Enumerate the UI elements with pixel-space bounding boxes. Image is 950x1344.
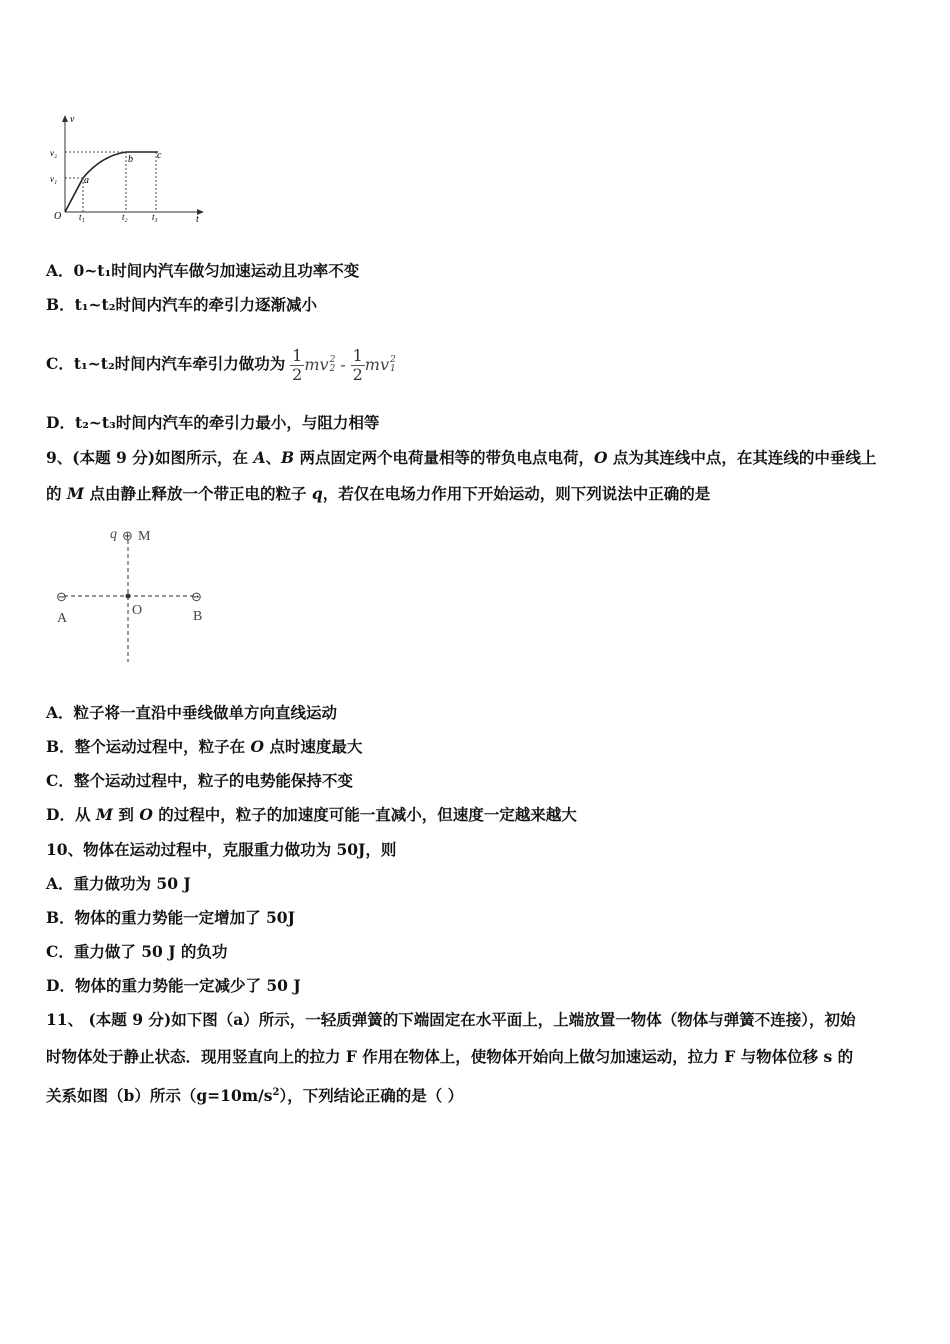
half-fraction: $\frac{1}{2}$ (352, 345, 363, 384)
q-label: q (110, 527, 117, 542)
q11-stem-line3: 关系如图（b）所示$(g=10m/s^2)$，下列结论正确的是（ ） (46, 1086, 464, 1106)
option-text: t₁~t₂时间内汽车的牵引力逐渐减小 (74, 295, 317, 314)
q9-stem-line2: 的 M 点由静止释放一个带正电的粒子 q，若仅在电场力作用下开始运动，则下列说法中正确的是 (46, 484, 711, 503)
option-label: B． (46, 295, 75, 314)
y-axis-label: v (70, 114, 75, 125)
y-axis-arrow (62, 115, 68, 122)
option-label: C． (46, 354, 74, 373)
v2-label: v₂ (50, 148, 58, 158)
b-label: B (193, 609, 203, 624)
q10-option-b[interactable]: B．物体的重力势能一定增加了 50J (46, 908, 295, 927)
q9-option-c[interactable]: C．整个运动过程中，粒子的电势能保持不变 (46, 771, 353, 790)
x-axis-label: t (196, 214, 199, 224)
m-label: M (138, 529, 151, 544)
q9-stem-line1: 9、(本题 9 分)如图所示，在 A、B 两点固定两个电荷量相等的带负电点电荷，O 点为其连线中点，在其连线的中垂线上 (46, 448, 877, 467)
positive-charge-icon: ⊕ (122, 528, 133, 543)
velocity-time-graph (46, 112, 216, 224)
o-label: O (132, 603, 143, 618)
q10-option-c[interactable]: C．重力做了 50 J 的负功 (46, 942, 228, 961)
q8-option-c[interactable] (46, 334, 396, 394)
q10-stem: 10、物体在运动过程中，克服重力做功为 50J，则 (46, 840, 397, 859)
q8-option-d[interactable] (46, 413, 379, 433)
negative-charge-b-icon: ⊖ (191, 589, 202, 604)
negative-charge-a-icon: ⊖ (56, 589, 67, 604)
charge-diagram (50, 520, 220, 668)
q8-option-a[interactable] (46, 261, 359, 281)
half-fraction: $\frac{1}{2}$ (292, 345, 303, 384)
q10-option-a[interactable]: A．重力做功为 50 J (46, 874, 191, 893)
t3-label: t₃ (152, 212, 158, 222)
q11-stem-line2: 时物体处于静止状态．现用竖直向上的拉力 F 作用在物体上，使物体开始向上做匀加速运动，拉力 F 与物体位移 s 的 (46, 1047, 854, 1066)
q8-option-b[interactable] (46, 295, 317, 315)
origin-label: O (54, 211, 62, 222)
option-text: t₂~t₃时间内汽车的牵引力最小，与阻力相等 (74, 413, 380, 432)
q10-option-d[interactable]: D．物体的重力势能一定减少了 50 J (46, 976, 301, 995)
midpoint-o-dot (126, 594, 131, 599)
q11-stem-line1: 11、 (本题 9 分)如下图（a）所示，一轻质弹簧的下端固定在水平面上，上端放置一物体（物体与弹簧不连接），初始 (46, 1010, 856, 1029)
q9-option-a[interactable]: A．粒子将一直沿中垂线做单方向直线运动 (46, 703, 338, 722)
option-text: 0~t₁时间内汽车做匀加速运动且功率不变 (73, 261, 360, 280)
work-formula: $\frac{1}{2}$ mv 2 2 - $\frac{1}{2}$ mv 2 1 (292, 345, 396, 384)
option-text: t₁~t₂时间内汽车牵引力做功为 (73, 354, 286, 373)
q9-option-b[interactable]: B．整个运动过程中，粒子在 O 点时速度最大 (46, 737, 363, 756)
a-label: A (57, 611, 68, 626)
q9-option-d[interactable]: D．从 M 到 O 的过程中，粒子的加速度可能一直减小，但速度一定越来越大 (46, 805, 577, 824)
t2-label: t₂ (122, 212, 128, 222)
point-a-label: a (84, 175, 89, 186)
t1-label: t₁ (79, 212, 85, 222)
point-c-label: c (157, 150, 162, 161)
v1-label: v₁ (50, 174, 58, 184)
option-label: D． (46, 413, 75, 432)
velocity-curve (65, 152, 126, 212)
point-b-label: b (128, 154, 133, 165)
option-label: A． (46, 261, 74, 280)
